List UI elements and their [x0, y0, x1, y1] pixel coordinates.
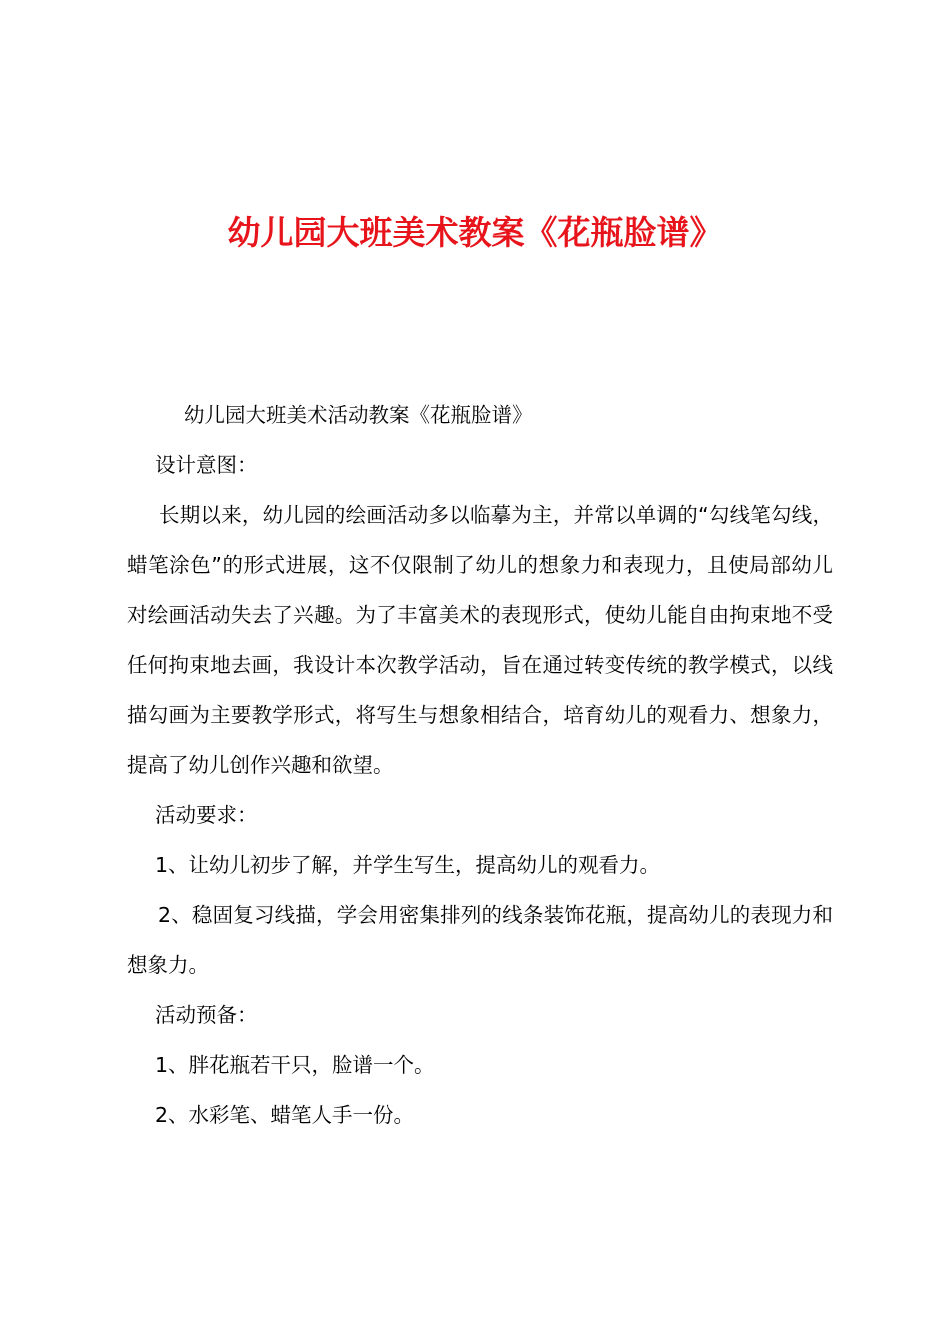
requirement-item-1: 1、让幼儿初步了解，并学生写生，提高幼儿的观看力。: [155, 853, 661, 877]
document-subtitle: 幼儿园大班美术活动教案《花瓶脸谱》: [184, 403, 533, 427]
design-intent-heading: 设计意图：: [155, 453, 258, 477]
document-body: [127, 390, 833, 1140]
document-title: 幼儿园大班美术教案《花瓶脸谱》: [227, 213, 723, 252]
preparation-item-2: 2、水彩笔、蜡笔人手一份。: [155, 1103, 415, 1127]
design-intent-paragraph: 长期以来，幼儿园的绘画活动多以临摹为主，并常以单调的“勾线笔勾线，蜡笔涂色”的形式进展，这不仅限制了幼儿的想象力和表现力，且使局部幼儿对绘画活动失去了兴趣。为了丰富美术的表现形式，使幼儿能自由拘束地不受任何拘束地去画，我设计本次教学活动，旨在通过转变传统的教学模式，以线描勾画为主要教学形式，将写生与想象相结合，培育幼儿的观看力、想象力，提高了幼儿创作兴趣和欲望。: [127, 503, 833, 777]
preparation-item-1: 1、胖花瓶若干只，脸谱一个。: [155, 1053, 435, 1077]
preparation-heading: 活动预备：: [155, 1003, 258, 1027]
requirements-heading: 活动要求：: [155, 803, 258, 827]
requirement-item-2: 2、稳固复习线描，学会用密集排列的线条装饰花瓶，提高幼儿的表现力和想象力。: [127, 903, 833, 977]
